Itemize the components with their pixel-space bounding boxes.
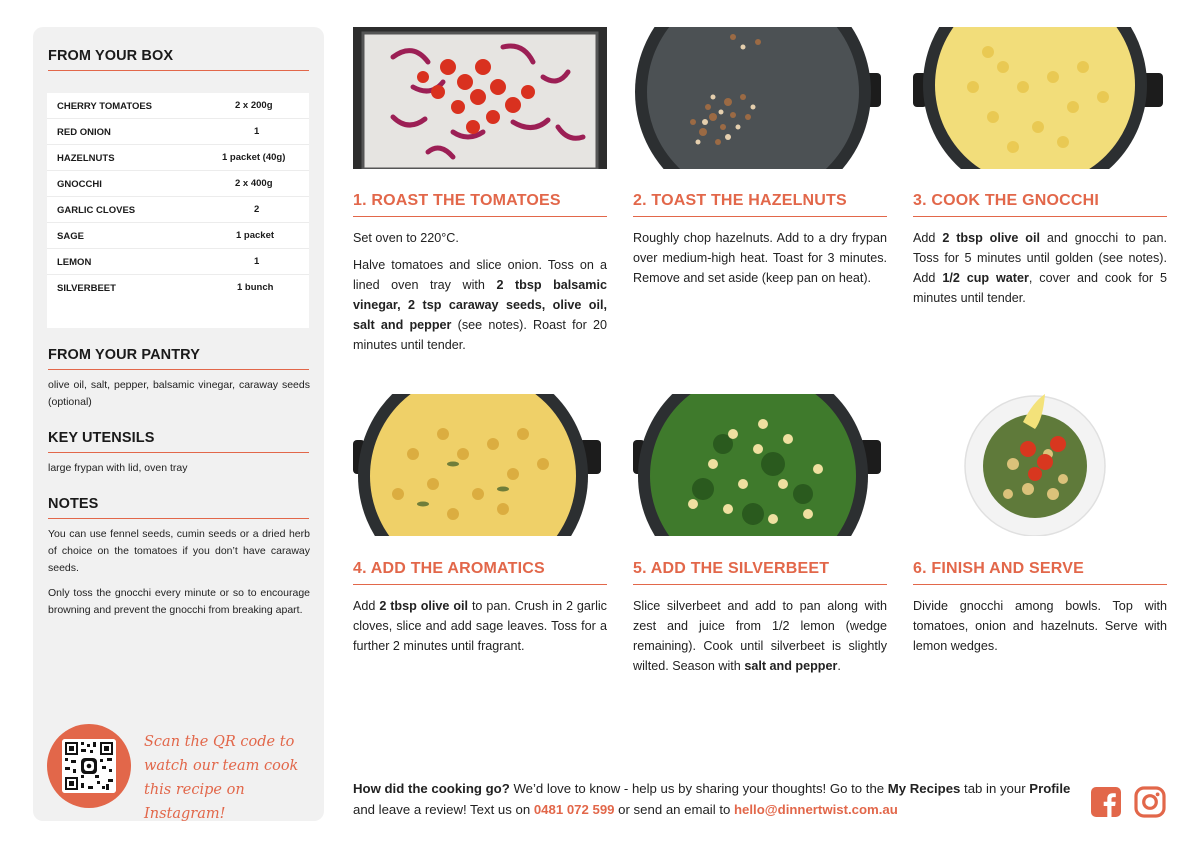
step-5-title: 5. ADD THE SILVERBEET: [633, 560, 830, 577]
instagram-icon[interactable]: [1134, 786, 1166, 818]
feedback-footer: [353, 779, 1073, 820]
step-6-body: Divide gnocchi among bowls. Top with tomatoes, onion and hazelnuts. Serve with lemon wedges.: [913, 599, 1167, 653]
ingredient-name: LEMON: [57, 257, 92, 268]
step-4-rule: [353, 584, 607, 585]
ingredient-name: GNOCCHI: [57, 179, 102, 190]
ingredient-row: [47, 93, 309, 119]
profile-label: Profile: [1029, 781, 1071, 796]
ingredient-name: CHERRY TOMATOES: [57, 101, 153, 112]
sidebar: [33, 27, 324, 821]
step-4-title: 4. ADD THE AROMATICS: [353, 560, 545, 577]
ingredient-name: HAZELNUTS: [57, 153, 115, 164]
ingredient-qty: 1: [254, 126, 260, 137]
feedback-text-2: tab in your: [960, 781, 1030, 796]
step-3-rule: [913, 216, 1167, 217]
pantry-text: olive oil, salt, pepper, balsamic vinegar, caraway seeds (optional): [48, 379, 310, 408]
note-1: You can use fennel seeds, cumin seeds or a dried herb of choice on the tomatoes if you don’t have caraway seeds.: [48, 528, 310, 574]
ingredient-row: [47, 145, 309, 171]
utensils-heading-rule: [48, 452, 309, 453]
ingredient-row: [47, 119, 309, 145]
utensils-heading: KEY UTENSILS: [48, 430, 155, 446]
ingredient-name: SAGE: [57, 231, 84, 242]
ingredient-qty: 1 packet: [236, 230, 275, 241]
my-recipes-label: My Recipes: [887, 781, 961, 796]
qr-caption: Scan the QR code to watch our team cook this recipe on Instagram!: [144, 734, 299, 822]
step-6-photo: [913, 394, 1167, 536]
step-6-title: 6. FINISH AND SERVE: [913, 560, 1084, 577]
ingredient-row: [47, 249, 309, 275]
pantry-heading: FROM YOUR PANTRY: [48, 347, 200, 363]
qr-code-icon: [62, 739, 116, 793]
notes-heading: NOTES: [48, 496, 99, 512]
step-3-body: Add 2 tbsp olive oil and gnocchi to pan. Toss for 5 minutes until golden (see notes). Add 1/2 cup water, cover and cook for 5 minutes until tender.: [913, 231, 1167, 305]
step-2-body: Roughly chop hazelnuts. Add to a dry frypan over medium-high heat. Toast for 3 minutes. Remove and set aside (keep pan on heat).: [633, 231, 887, 285]
qr-code-badge[interactable]: [47, 724, 131, 808]
ingredient-qty: 1: [254, 256, 260, 267]
ingredient-name: RED ONION: [57, 127, 111, 138]
ingredient-qty: 1 packet (40g): [222, 152, 286, 163]
step-1-photo: [353, 27, 607, 169]
step-3-photo: [913, 27, 1167, 169]
ingredients-table: [47, 93, 309, 328]
ingredient-name: SILVERBEET: [57, 283, 116, 294]
step-1-rule: [353, 216, 607, 217]
feedback-text-1: We’d love to know - help us by sharing your thoughts! Go to the: [509, 781, 888, 796]
feedback-question: How did the cooking go?: [353, 781, 510, 796]
pantry-heading-rule: [48, 369, 309, 370]
note-2: Only toss the gnocchi every minute or so to encourage browning and prevent the gnocchi from breaking apart.: [48, 587, 310, 616]
step-3-title: 3. COOK THE GNOCCHI: [913, 192, 1100, 209]
step-5-body: Slice silverbeet and add to pan along with zest and juice from 1/2 lemon (wedge remaining). Cook until silverbeet is slightly wilted. Season with salt and pepper.: [633, 599, 887, 673]
ingredient-name: GARLIC CLOVES: [57, 205, 136, 216]
facebook-icon[interactable]: [1090, 786, 1122, 818]
step-4-photo: [353, 394, 607, 536]
feedback-text-3: and leave a review! Text us on: [353, 801, 534, 817]
ingredient-row: [47, 171, 309, 197]
step-2-title: 2. TOAST THE HAZELNUTS: [633, 192, 847, 209]
ingredient-qty: 2: [254, 204, 260, 215]
utensils-text: large frypan with lid, oven tray: [48, 462, 188, 474]
ingredient-qty: 2 x 400g: [235, 178, 273, 189]
ingredient-row: [47, 223, 309, 249]
step-5-rule: [633, 584, 887, 585]
step-1-body: Set oven to 220°C. Halve tomatoes and slice onion. Toss on a lined oven tray with 2 tbsp balsamic vinegar, 2 tsp caraway seeds, olive oil, salt and pepper (see notes). Roast for 20 minutes until tender.: [353, 231, 607, 352]
notes-heading-rule: [48, 518, 309, 519]
feedback-text-4: or send an email to: [614, 801, 734, 817]
box-heading: FROM YOUR BOX: [48, 48, 174, 64]
step-1-title: 1. ROAST THE TOMATOES: [353, 192, 561, 209]
step-5-photo: [633, 394, 887, 536]
step-2-rule: [633, 216, 887, 217]
phone-number-link[interactable]: 0481 072 599: [533, 801, 615, 817]
ingredient-qty: 1 bunch: [237, 282, 274, 293]
step-4-body: Add 2 tbsp olive oil to pan. Crush in 2 garlic cloves, slice and add sage leaves. Toss for a further 2 minutes until fragrant.: [353, 599, 607, 653]
box-heading-rule: [48, 70, 309, 71]
ingredient-qty: 2 x 200g: [235, 100, 273, 111]
ingredient-row: [47, 275, 309, 301]
email-link[interactable]: hello@dinnertwist.com.au: [734, 801, 898, 817]
step-6-rule: [913, 584, 1167, 585]
step-2-photo: [633, 27, 887, 169]
ingredient-row: [47, 197, 309, 223]
